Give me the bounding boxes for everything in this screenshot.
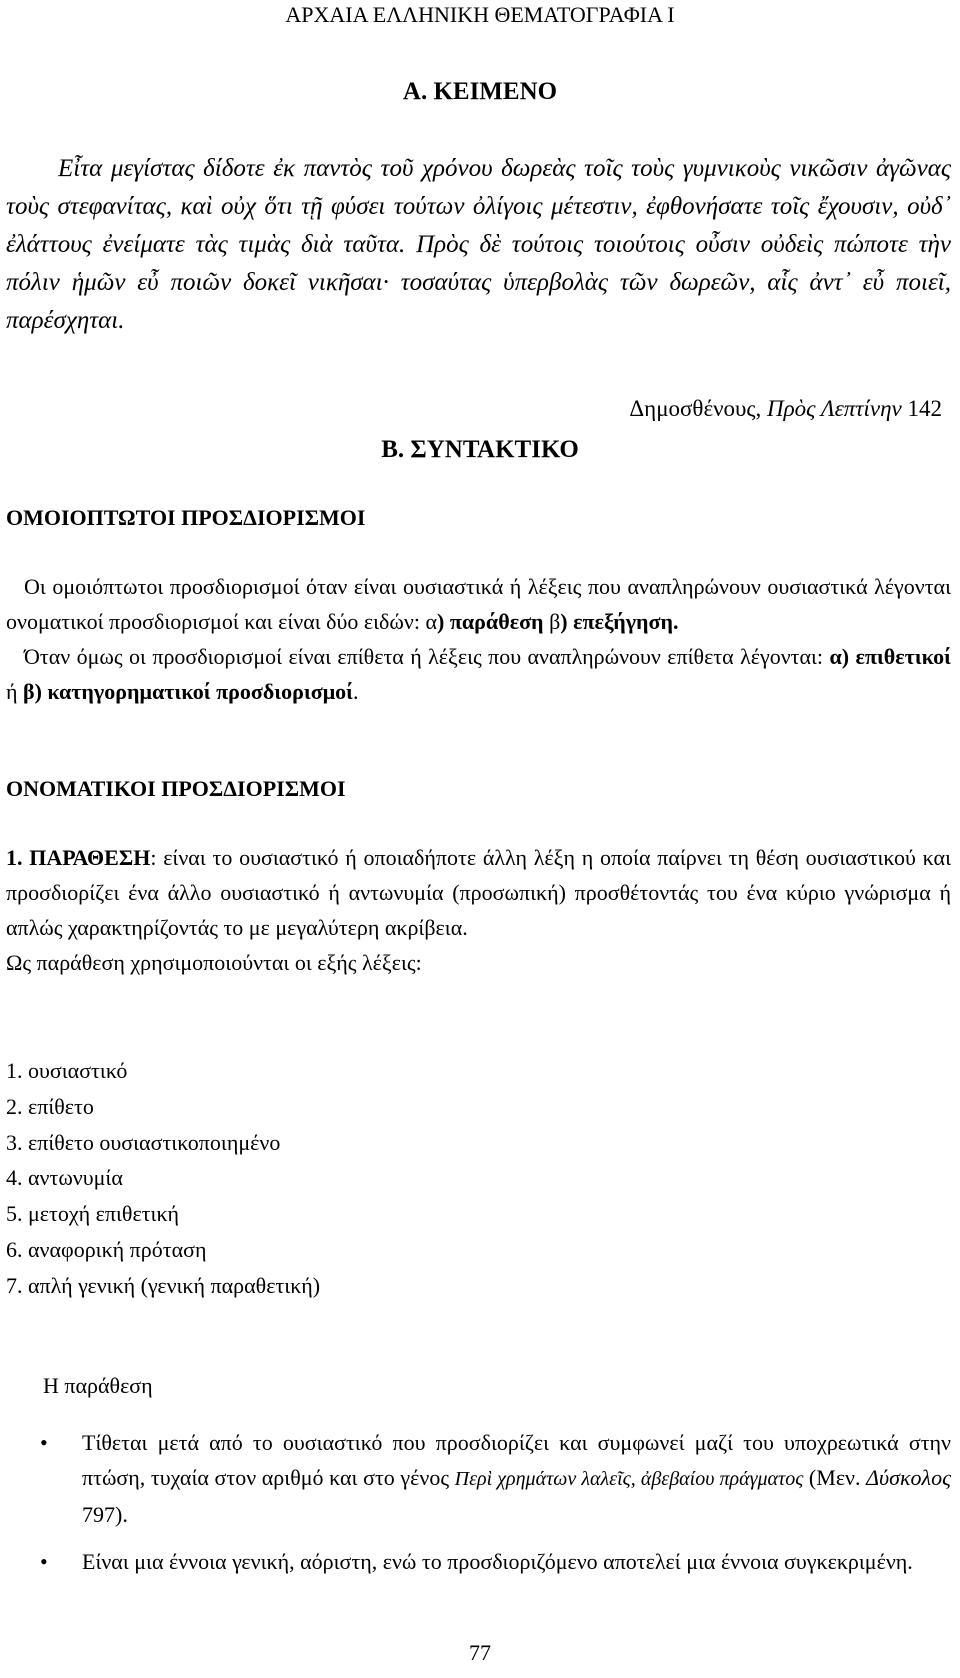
source-citation: Δημοσθένους, Πρὸς Λεπτίνην 142: [629, 396, 942, 421]
list-item: 3. επίθετο ουσιαστικοποιημένο: [6, 1129, 281, 1155]
subheading-homoioptotoi: ΟΜΟΙΟΠΤΩΤΟΙ ΠΡΟΣΔΙΟΡΙΣΜΟΙ: [6, 505, 366, 530]
parathesi-definition: 1. ΠΑΡΑΘΕΣΗ: είναι το ουσιαστικό ή οποιαδήποτε άλλη λέξη η οποία παίρνει τη θέση ουσιαστικού και προσδιορίζει ένα άλλο ουσιαστικό ή αντωνυμία (προσωπική) προσθέτοντάς του ένα κύριο γνώρισμα ή απλώς χαρακτηρίζοντάς το με μεγαλύτερη ακρίβεια.: [6, 845, 951, 940]
list-item: 1. ουσιαστικό: [6, 1058, 128, 1083]
bullet-item: • Τίθεται μετά από το ουσιαστικό που προσδιορίζει και συμφωνεί μαζί του υποχρεωτικά στην πτώση, τυχαία στον αριθμό και στο γένος Περὶ χρημάτων λαλεῖς, ἀβεβαίου πράγματος (Μεν. Δύσκολος 797).: [40, 1425, 951, 1532]
section-a-title: Α. ΚΕΙΜΕΝΟ: [402, 78, 558, 105]
intro-paragraphs: [6, 569, 951, 709]
paragraph-2: Όταν όμως οι προσδιορισμοί είναι επίθετα ή λέξεις που αναπληρώνουν επίθετα λέγονται: α) επιθετικοί ή β) κατηγορηματικοί προσδιορισμοί.: [6, 644, 952, 704]
page-number: 77: [469, 1640, 491, 1665]
subheading-onomatikoi: ΟΝΟΜΑΤΙΚΟΙ ΠΡΟΣΔΙΟΡΙΣΜΟΙ: [6, 776, 346, 801]
parathesi-heading: Η παράθεση: [43, 1373, 153, 1398]
parathesi-list: [6, 1053, 320, 1304]
paragraph-1: Οι ομοιόπτωτοι προσδιορισμοί όταν είναι ουσιαστικά ή λέξεις που αναπληρώνουν ουσιαστικά λέγονται ονοματικοί προσδιορισμοί και είναι δύο ειδών: α) παράθεση β) επεξήγηση.: [6, 574, 951, 634]
bullet-item: • Είναι μια έννοια γενική, αόριστη, ενώ το προσδιοριζόμενο αποτελεί μια έννοια συγκεκριμένη.: [40, 1544, 951, 1579]
bullet-list: [40, 1425, 951, 1591]
definition-paragraph: [6, 840, 951, 980]
list-item: 4. αντωνυμία: [6, 1165, 123, 1191]
section-b-title: Β. ΣΥΝΤΑΚΤΙΚΟ: [381, 436, 579, 463]
bullet-icon: •: [40, 1549, 48, 1574]
bullet-icon: •: [40, 1430, 48, 1455]
ancient-paragraph: Εἶτα μεγίστας δίδοτε ἐκ παντὸς τοῦ χρόνου δωρεὰς τοῖς τοὺς γυμνικοὺς νικῶσιν ἀγῶνας τοὺς στεφανίτας, καὶ οὐχ ὅτι τῇ φύσει τούτων ὀλίγοις μέτεστιν, ἐφθονήσατε τοῖς ἔχουσιν, οὐδ᾽ ἐλάττους ἐνείματε τὰς τιμὰς διὰ ταῦτα. Πρὸς δὲ τούτοις τοιούτοις οὖσιν οὐδεὶς πώποτε τὴν πόλιν ἡμῶν εὖ ποιῶν δοκεῖ νικῆσαι· τοσαύτας ὑπερβολὰς τῶν δωρεῶν, αἷς ἀντ᾽ εὖ ποιεῖ, παρέσχηται.: [6, 155, 952, 334]
page-header: ΑΡΧΑΙΑ ΕΛΛΗΝΙΚΗ ΘΕΜΑΤΟΓΡΑΦΙΑ Ι: [285, 2, 675, 27]
ancient-text: [6, 150, 951, 340]
list-item: 7. απλή γενική (γενική παραθετική): [6, 1272, 321, 1298]
list-item: 6. αναφορική πρόταση: [6, 1236, 207, 1262]
list-item: 2. επίθετο: [6, 1093, 94, 1119]
list-item: 5. μετοχή επιθετική: [6, 1201, 180, 1227]
list-intro: Ως παράθεση χρησιμοποιούνται οι εξής λέξεις:: [6, 950, 422, 975]
